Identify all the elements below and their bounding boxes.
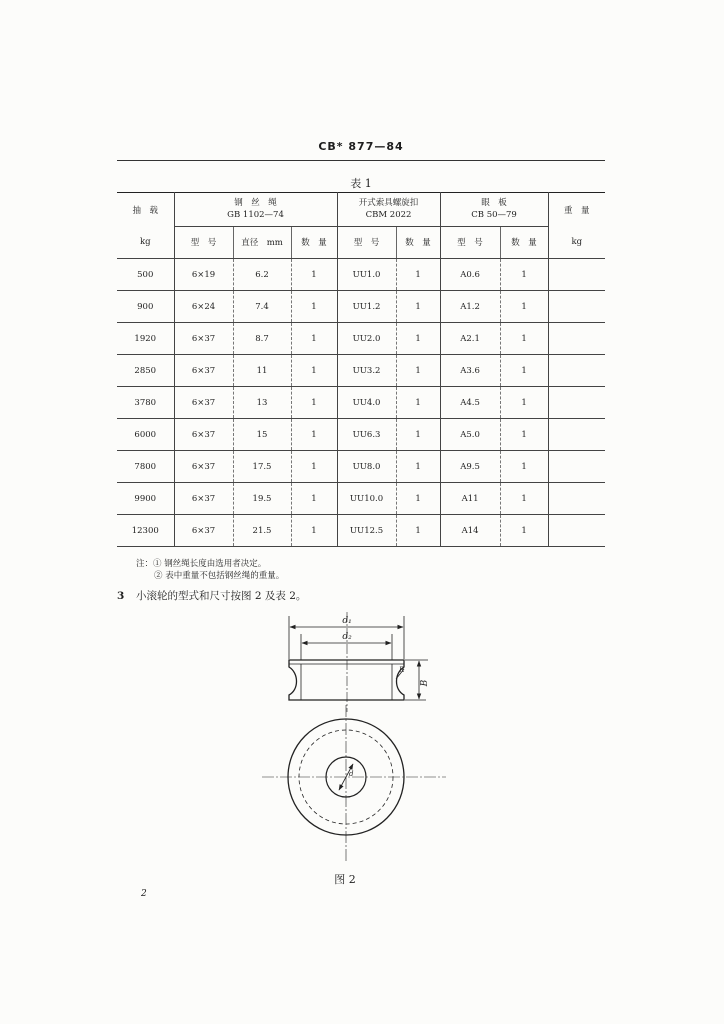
page-number: 2: [141, 889, 147, 899]
cell-tb-type: UU10.0: [337, 483, 396, 515]
cell-rope-dia: 13: [233, 387, 291, 419]
cell-tb-type: UU3.2: [337, 355, 396, 387]
figure-caption: 图 2: [334, 873, 356, 886]
table-row: [117, 355, 605, 387]
cell-rope-dia: 15: [233, 419, 291, 451]
label-d1: d₁: [342, 616, 352, 626]
cell-weight: [548, 291, 605, 323]
table-notes: [136, 558, 284, 582]
group-rope-std: GB 1102—74: [227, 210, 284, 221]
cell-weight: [548, 515, 605, 547]
cell-plate-type: A14: [440, 515, 500, 547]
cell-load: 3780: [117, 387, 174, 419]
header-row-1: [117, 193, 605, 227]
cell-rope-type: 6×37: [174, 323, 233, 355]
cell-rope-dia: 6.2: [233, 259, 291, 291]
header-load-label: 抽 载: [132, 205, 158, 216]
table-row: [117, 451, 605, 483]
cell-weight: [548, 323, 605, 355]
cell-tb-type: UU6.3: [337, 419, 396, 451]
cell-rope-type: 6×37: [174, 355, 233, 387]
header-load: [117, 193, 174, 259]
cell-plate-qty: 1: [500, 355, 548, 387]
cell-weight: [548, 483, 605, 515]
cell-load: 500: [117, 259, 174, 291]
cell-plate-qty: 1: [500, 387, 548, 419]
header-plate-type: 型 号: [440, 226, 500, 259]
group-turnbuckle-name: 开式索具螺旋扣: [358, 198, 419, 209]
table-1: [117, 192, 605, 547]
document-code: CB* 877—84: [318, 140, 404, 153]
cell-plate-qty: 1: [500, 451, 548, 483]
cell-load: 900: [117, 291, 174, 323]
cell-weight: [548, 387, 605, 419]
cell-plate-type: A0.6: [440, 259, 500, 291]
header-rope-quantity: 数 量: [291, 226, 337, 259]
notes-prefix: 注：: [136, 559, 154, 569]
cell-tb-qty: 1: [396, 419, 440, 451]
header-rule: [117, 160, 605, 161]
cell-rope-qty: 1: [291, 259, 337, 291]
cell-plate-type: A4.5: [440, 387, 500, 419]
note-1: ① 钢丝绳长度由选用者决定。: [153, 559, 267, 569]
label-d: d: [349, 770, 354, 778]
label-r: R: [399, 666, 405, 674]
cell-tb-qty: 1: [396, 451, 440, 483]
cell-rope-dia: 19.5: [233, 483, 291, 515]
cell-rope-qty: 1: [291, 451, 337, 483]
cell-plate-type: A3.6: [440, 355, 500, 387]
cell-weight: [548, 355, 605, 387]
cell-plate-qty: 1: [500, 483, 548, 515]
cell-rope-qty: 1: [291, 323, 337, 355]
cell-tb-type: UU12.5: [337, 515, 396, 547]
label-b: B: [420, 679, 430, 687]
header-load-unit: kg: [139, 237, 151, 248]
cell-tb-qty: 1: [396, 515, 440, 547]
cell-rope-type: 6×24: [174, 291, 233, 323]
cell-load: 9900: [117, 483, 174, 515]
table-caption: 表 1: [350, 177, 372, 190]
cell-rope-type: 6×37: [174, 387, 233, 419]
cell-weight: [548, 451, 605, 483]
cell-tb-type: UU4.0: [337, 387, 396, 419]
header-row-2: [117, 226, 605, 259]
cell-tb-type: UU2.0: [337, 323, 396, 355]
header-plate-quantity: 数 量: [500, 226, 548, 259]
table-body: [117, 259, 605, 547]
section-text: 小滚轮的型式和尺寸按图 2 及表 2。: [136, 590, 307, 602]
cell-plate-qty: 1: [500, 323, 548, 355]
header-rope-diameter: 直径 mm: [233, 226, 291, 259]
cell-tb-qty: 1: [396, 291, 440, 323]
header-weight-unit: kg: [571, 237, 583, 248]
cell-tb-type: UU1.2: [337, 291, 396, 323]
header-weight-label: 重 量: [564, 205, 590, 216]
cell-tb-type: UU1.0: [337, 259, 396, 291]
cell-plate-type: A2.1: [440, 323, 500, 355]
pulley-side-outline: [289, 660, 404, 700]
cell-rope-type: 6×37: [174, 483, 233, 515]
group-plate-std: CB 50—79: [471, 210, 517, 221]
cell-load: 1920: [117, 323, 174, 355]
header-rope-type: 型 号: [174, 226, 233, 259]
section-number: 3: [117, 590, 125, 602]
cell-rope-dia: 21.5: [233, 515, 291, 547]
cell-plate-qty: 1: [500, 291, 548, 323]
table-row: [117, 387, 605, 419]
cell-rope-dia: 17.5: [233, 451, 291, 483]
cell-load: 6000: [117, 419, 174, 451]
table-row: [117, 515, 605, 547]
cell-rope-dia: 8.7: [233, 323, 291, 355]
header-group-plate: [440, 193, 548, 227]
cell-rope-type: 6×37: [174, 451, 233, 483]
cell-rope-type: 6×19: [174, 259, 233, 291]
group-plate-name: 眼 板: [481, 198, 507, 209]
label-d2: d₂: [342, 632, 352, 642]
cell-rope-qty: 1: [291, 515, 337, 547]
cell-tb-qty: 1: [396, 355, 440, 387]
cell-rope-dia: 11: [233, 355, 291, 387]
header-turnbuckle-quantity: 数 量: [396, 226, 440, 259]
cell-rope-qty: 1: [291, 355, 337, 387]
header-group-rope: [174, 193, 337, 227]
cell-rope-dia: 7.4: [233, 291, 291, 323]
cell-plate-type: A11: [440, 483, 500, 515]
cell-plate-type: A5.0: [440, 419, 500, 451]
note-2: ② 表中重量不包括钢丝绳的重量。: [154, 571, 285, 581]
cell-plate-type: A9.5: [440, 451, 500, 483]
cell-rope-qty: 1: [291, 419, 337, 451]
header-turnbuckle-type: 型 号: [337, 226, 396, 259]
group-turnbuckle-std: CBM 2022: [365, 210, 412, 221]
cell-rope-qty: 1: [291, 291, 337, 323]
cell-weight: [548, 259, 605, 291]
cell-tb-type: UU8.0: [337, 451, 396, 483]
cell-rope-qty: 1: [291, 483, 337, 515]
cell-load: 7800: [117, 451, 174, 483]
group-rope-name: 钢 丝 绳: [234, 198, 277, 209]
table-row: [117, 259, 605, 291]
cell-plate-type: A1.2: [440, 291, 500, 323]
cell-rope-type: 6×37: [174, 419, 233, 451]
cell-tb-qty: 1: [396, 323, 440, 355]
figure-2-drawing: [250, 600, 460, 870]
table-row: [117, 419, 605, 451]
cell-weight: [548, 419, 605, 451]
cell-rope-qty: 1: [291, 387, 337, 419]
cell-rope-type: 6×37: [174, 515, 233, 547]
table-row: [117, 291, 605, 323]
cell-tb-qty: 1: [396, 259, 440, 291]
cell-load: 2850: [117, 355, 174, 387]
table-row: [117, 323, 605, 355]
table-row: [117, 483, 605, 515]
header-weight: [548, 193, 605, 259]
header-group-turnbuckle: [337, 193, 440, 227]
cell-tb-qty: 1: [396, 387, 440, 419]
cell-load: 12300: [117, 515, 174, 547]
cell-plate-qty: 1: [500, 419, 548, 451]
cell-tb-qty: 1: [396, 483, 440, 515]
cell-plate-qty: 1: [500, 259, 548, 291]
cell-plate-qty: 1: [500, 515, 548, 547]
